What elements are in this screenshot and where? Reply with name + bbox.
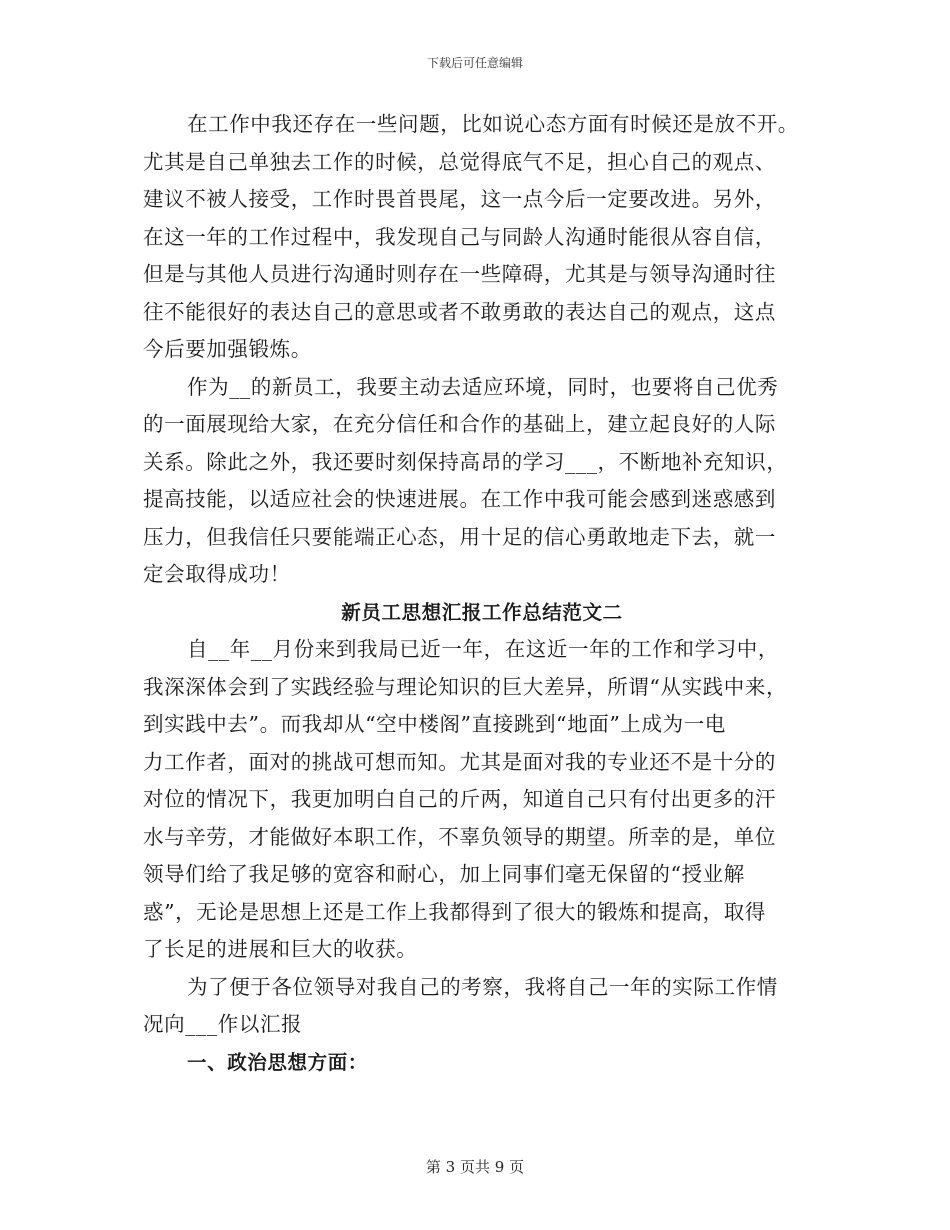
page-header: 下载后可任意编辑	[426, 56, 523, 70]
text-line: 尤其是自己单独去工作的时候，总觉得底气不足，担心自己的观点、	[143, 149, 776, 174]
subsection-heading: 一、政治思想方面：	[187, 1050, 368, 1074]
text-line: 的一面展现给大家，在充分信任和合作的基础上，建立起良好的人际	[143, 412, 776, 436]
text-line: 我深深体会到了实践经验与理论知识的巨大差异，所谓“从实践中来，	[143, 674, 788, 699]
text-line: 对位的情况下，我更加明白自己的斤两，知道自己只有付出更多的汗	[143, 787, 776, 811]
text-line: 压力，但我信任只要能端正心态，用十足的信心勇敢地走下去，就一	[143, 524, 776, 549]
text-line: 况向___作以汇报	[143, 1012, 303, 1036]
document-body	[143, 106, 811, 1081]
text-line: 在这一年的工作过程中，我发现自己与同龄人沟通时能很从容自信，	[143, 224, 776, 249]
text-line: 关系。除此之外，我还要时刻保持高昂的学习___，不断地补充知识，	[143, 449, 788, 474]
text-line: 自__年__月份来到我局已近一年，在这近一年的工作和学习中，	[187, 637, 779, 661]
text-line: 建议不被人接受，工作时畏首畏尾，这一点今后一定要改进。另外，	[143, 187, 776, 211]
text-line: 定会取得成功！	[143, 562, 291, 586]
text-line: 力工作者，面对的挑战可想而知。尤其是面对我的专业还不是十分的	[143, 749, 776, 774]
text-line: 了长足的进展和巨大的收获。	[143, 937, 418, 961]
text-line: 作为__的新员工，我要主动去适应环境，同时，也要将自己优秀	[187, 374, 779, 399]
page-number: 第 3 页共 9 页	[425, 1158, 525, 1176]
text-line: 但是与其他人员进行沟通时则存在一些障碍，尤其是与领导沟通时往	[143, 262, 776, 286]
text-line: 提高技能，以适应社会的快速进展。在工作中我可能会感到迷惑感到	[143, 487, 776, 511]
section-title: 新员工思想汇报工作总结范文二	[341, 600, 623, 624]
text-line: 在工作中我还存在一些问题，比如说心态方面有时候还是放不开。	[187, 112, 799, 136]
text-line: 往不能很好的表达自己的意思或者不敢勇敢的表达自己的观点，这点	[143, 299, 776, 324]
text-line: 今后要加强锻炼。	[143, 337, 312, 361]
text-line: 水与辛劳，才能做好本职工作，不辜负领导的期望。所幸的是，单位	[143, 824, 776, 849]
text-line: 到实践中去”。而我却从“空中楼阁”直接跳到“地面”上成为一电	[143, 712, 726, 736]
text-line: 领导们给了我足够的宽容和耐心，加上同事们毫无保留的“授业解	[143, 862, 745, 886]
text-line: 惑”，无论是思想上还是工作上我都得到了很大的锻炼和提高，取得	[143, 899, 766, 924]
text-line: 为了便于各位领导对我自己的考察，我将自己一年的实际工作情	[187, 974, 778, 999]
